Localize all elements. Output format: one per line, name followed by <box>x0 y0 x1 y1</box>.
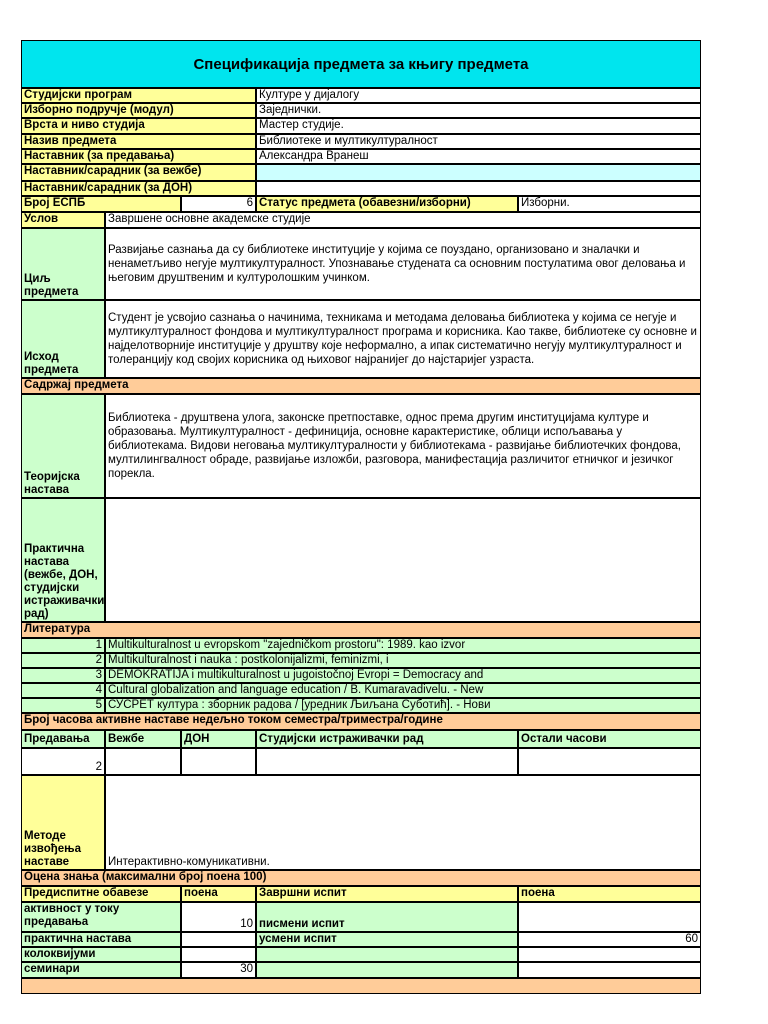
assessment-final-item: писмени испит <box>256 902 518 932</box>
hours-col-lectures: Предавања <box>21 730 105 748</box>
assessment-pre-item: колоквијуми <box>21 947 181 962</box>
assessment-final-points <box>518 947 701 962</box>
literature-item: СУСРЕТ култура : зборник радова / [уредник Љиљана Суботић]. - Нови <box>105 698 701 713</box>
assessment-final-points: 60 <box>518 932 701 947</box>
field-value-exercises-teacher <box>256 164 701 181</box>
field-label-exercises-teacher: Наставник/сарадник (за вежбе) <box>21 164 256 181</box>
methods-text: Интерактивно-комуникативни. <box>105 775 701 870</box>
theory-text: Библиотека - друштвена улога, законске претпоставке, однос према другим институцијама културе и образовања. Мултикултуралност - дефиниција, основне карактеристике, облици испољавања у библиотекама. Видови неговања мултикултуралности у библиотекама - развијање библиотечких фондова, мултилингвалност обраде, развијање изложби, разговора, манифестација различитог етничког и језичког порекла. <box>105 394 701 498</box>
theory-label: Теоријска настава <box>21 394 105 498</box>
hours-value-exercises <box>105 748 181 775</box>
hours-col-don: ДОН <box>181 730 256 748</box>
field-value-don-teacher <box>256 181 701 196</box>
assessment-pre-item: семинари <box>21 962 181 978</box>
assessment-pre-points: 30 <box>181 962 256 978</box>
literature-header: Литература <box>21 622 701 638</box>
assessment-pre-points <box>181 932 256 947</box>
assessment-final-item: усмени испит <box>256 932 518 947</box>
hours-value-research <box>256 748 518 775</box>
field-label-module: Изборно подручје (модул) <box>21 103 256 118</box>
course-specification-sheet <box>21 40 701 995</box>
field-label-course-name: Назив предмета <box>21 134 256 149</box>
status-value: Изборни. <box>518 196 701 212</box>
outcome-label: Исход предмета <box>21 300 105 378</box>
assessment-col-final: Завршни испит <box>256 886 518 902</box>
literature-number: 3 <box>21 668 105 683</box>
hours-header: Број часова активне наставе недељно током семестра/триместра/године <box>21 713 701 730</box>
hours-value-other <box>518 748 701 775</box>
footer-bar <box>21 978 701 994</box>
literature-item: DEMOKRATIJA i multikulturalnost u jugoistočnoj Evropi = Democracy and <box>105 668 701 683</box>
assessment-final-item <box>256 962 518 978</box>
assessment-final-item <box>256 947 518 962</box>
literature-number: 4 <box>21 683 105 698</box>
field-label-lecturer: Наставник (за предавања) <box>21 149 256 164</box>
literature-number: 1 <box>21 638 105 653</box>
field-value-lecturer: Александра Вранеш <box>256 149 701 164</box>
field-label-program: Студијски програм <box>21 88 256 103</box>
assessment-final-points <box>518 902 701 932</box>
assessment-final-points <box>518 962 701 978</box>
field-value-program: Културе у дијалогу <box>256 88 701 103</box>
page-title: Спецификација предмета за књигу предмета <box>21 40 701 88</box>
hours-value-don <box>181 748 256 775</box>
practice-label: Практична настава (вежбе, ДОН, студијски истраживачки рад) <box>21 498 105 622</box>
field-value-study-type: Мастер студије. <box>256 118 701 134</box>
hours-value-lectures: 2 <box>21 748 105 775</box>
methods-label: Методе извођења наставе <box>21 775 105 870</box>
field-value-course-name: Библиотеке и мултикултуралност <box>256 134 701 149</box>
field-label-don-teacher: Наставник/сарадник (за ДОН) <box>21 181 256 196</box>
prerequisite-value: Завршене основне академске студије <box>105 212 701 228</box>
outcome-text: Студент је усвојио сазнања о начинима, техникама и методама деловања библиотека у којима се негује и мултикултуралност фондова и мултикултуралност програма и корисника. Као такве, библиотеке су основне и најделотворније институције у друштву које неформално, а ипак систематично негују мултикултуралност и толеранцију код својих корисника од њиховог најранијег до најстаријег узраста. <box>105 300 701 378</box>
espb-label: Број ЕСПБ <box>21 196 181 212</box>
literature-number: 2 <box>21 653 105 668</box>
hours-col-other: Остали часови <box>518 730 701 748</box>
literature-number: 5 <box>21 698 105 713</box>
assessment-col-pre: Предиспитне обавезе <box>21 886 181 902</box>
field-value-module: Заједнички. <box>256 103 701 118</box>
content-header: Садржај предмета <box>21 378 701 394</box>
assessment-pre-item: практична настава <box>21 932 181 947</box>
hours-col-exercises: Вежбе <box>105 730 181 748</box>
practice-text <box>105 498 701 622</box>
literature-item: Cultural globalization and language education / B. Kumaravadivelu. - New <box>105 683 701 698</box>
assessment-pre-points <box>181 947 256 962</box>
assessment-pre-item: активност у току предавања <box>21 902 181 932</box>
hours-col-research: Студијски истраживачки рад <box>256 730 518 748</box>
literature-item: Multikulturalnost u evropskom "zajedničkom prostoru": 1989. kao izvor <box>105 638 701 653</box>
prerequisite-label: Услов <box>21 212 105 228</box>
espb-value: 6 <box>181 196 256 212</box>
literature-item: Multikulturalnost i nauka : postkolonijalizmi, feminizmi, i <box>105 653 701 668</box>
field-label-study-type: Врста и ниво студија <box>21 118 256 134</box>
assessment-col-final-points: поена <box>518 886 701 902</box>
status-label: Статус предмета (обавезни/изборни) <box>256 196 518 212</box>
goal-text: Развијање сазнања да су библиотеке институције у којима се поуздано, организовано и зналачки и ненаметљиво негује мултикултуралност. Упознавање студената са основним постулатима овог деловања и његовим друштвеним и културолошким учинком. <box>105 228 701 300</box>
assessment-header: Оцена знања (максимални број поена 100) <box>21 870 701 886</box>
assessment-col-pre-points: поена <box>181 886 256 902</box>
goal-label: Циљ предмета <box>21 228 105 300</box>
assessment-pre-points: 10 <box>181 902 256 932</box>
